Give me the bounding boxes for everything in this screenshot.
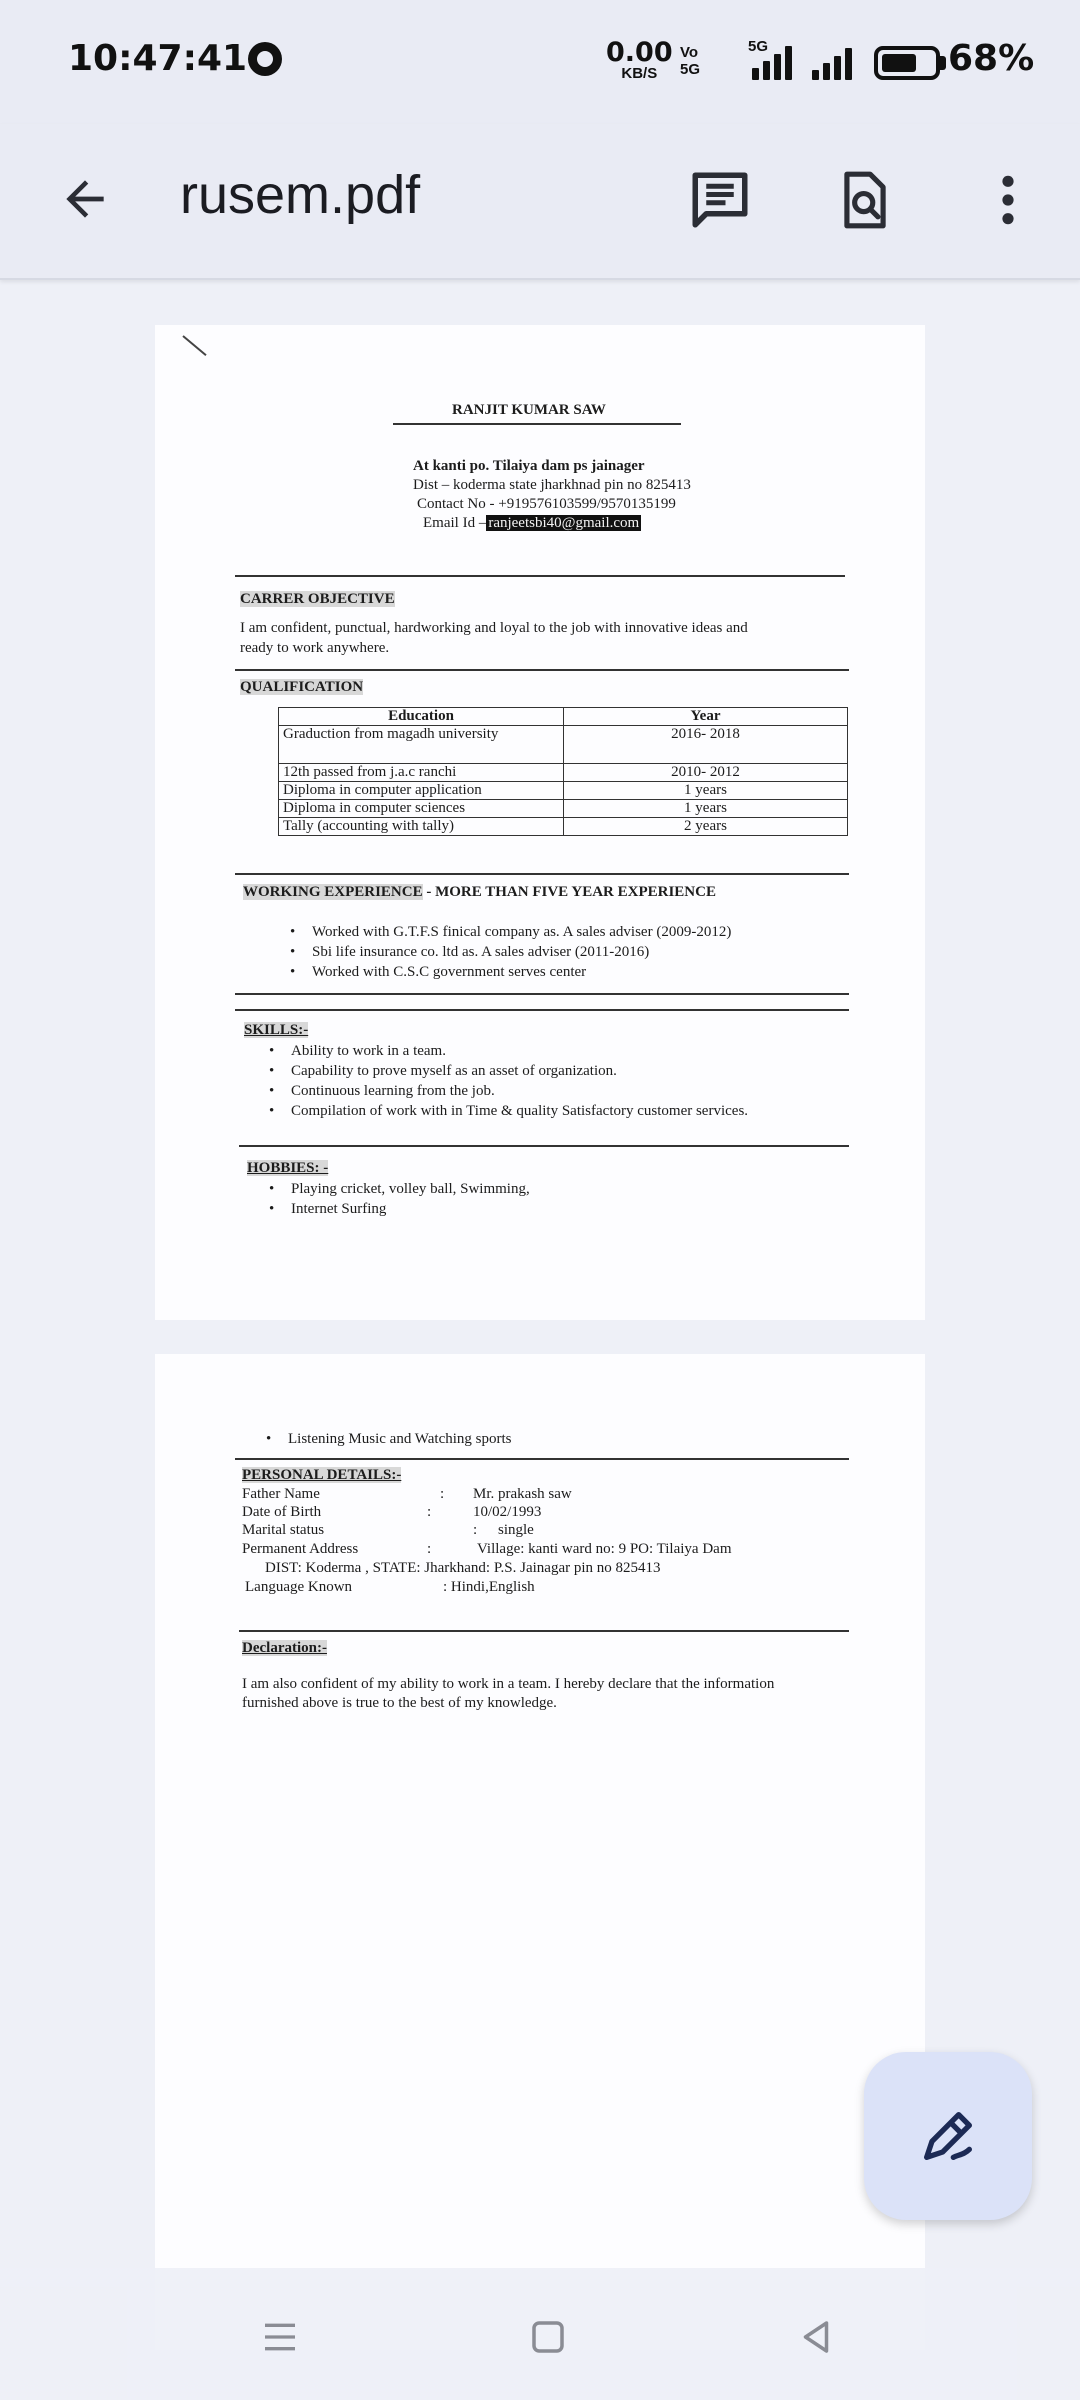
divider [235,873,849,875]
name-underline [393,423,681,425]
pdf-page-2[interactable] [155,1354,925,2350]
status-bar [0,0,1080,124]
network-speed-value: 0.00 [606,37,673,68]
table-row [279,764,848,782]
skills-heading: SKILLS:- [244,1022,309,1038]
resume-name: RANJIT KUMAR SAW [452,402,606,418]
table-cell: 2 years [564,818,848,836]
table-header-row [279,708,848,726]
personal-sep: : [440,1486,445,1502]
personal-label: Marital status [242,1522,325,1538]
volte-bottom-label: 5G [680,61,701,78]
list-item: • Continuous learning from the job. [291,1082,495,1100]
personal-label: Father Name [242,1486,320,1502]
divider [239,1145,849,1147]
app-bar [0,124,1080,280]
back-arrow-icon[interactable] [50,164,120,234]
list-item: • Ability to work in a team. [291,1042,446,1060]
address-continued: DIST: Koderma , STATE: Jharkhand: P.S. Jainagar pin no 825413 [265,1560,661,1576]
table-cell: Diploma in computer sciences [279,800,564,818]
personal-label: Permanent Address [242,1541,359,1557]
personal-heading: PERSONAL DETAILS:- [242,1467,402,1483]
objective-heading: CARRER OBJECTIVE [240,591,395,607]
table-cell: 2010- 2012 [564,764,848,782]
network-speed-unit: KB/S [621,65,658,82]
list-item: • Sbi life insurance co. ltd as. A sales adviser (2011-2016) [312,943,649,961]
qualification-heading: QUALIFICATION [240,679,364,695]
edit-fab-button[interactable] [864,2052,1032,2220]
table-row [279,726,848,764]
list-item: • Compilation of work with in Time & quality Satisfactory customer services. [291,1102,748,1120]
declaration-heading: Declaration:- [242,1640,327,1656]
declaration-line2: furnished above is true to the best of my knowledge. [242,1695,557,1711]
signal-strength-icon-sim2 [812,44,862,80]
table-cell: 12th passed from j.a.c ranchi [279,764,564,782]
system-nav-bar [0,2268,1080,2400]
personal-sep: : [427,1541,432,1557]
table-row [279,818,848,836]
volte-icon [680,44,700,78]
email-value: ranjeetsbi40@gmail.com [488,515,640,531]
stray-mark [182,335,206,356]
personal-label: Date of Birth [242,1504,322,1520]
hobbies-heading: HOBBIES: - [247,1160,329,1176]
declaration-line1: I am also confident of my ability to work in a team. I hereby declare that the information [242,1676,775,1692]
contact-number: Contact No - +919576103599/9570135199 [417,496,676,512]
divider [235,575,845,577]
table-cell: Graduction from magadh university [279,726,564,764]
file-title: rusem.pdf [180,165,421,225]
table-header-education: Education [279,708,564,726]
address-line1: At kanti po. Tilaiya dam ps jainager [413,458,645,474]
app-notification-icon [248,42,282,76]
battery-icon [874,46,940,80]
personal-value: Village: kanti ward no: 9 PO: Tilaiya Dam [477,1541,732,1557]
address-line2: Dist – koderma state jharkhnad pin no 825413 [413,477,691,493]
table-cell: Diploma in computer application [279,782,564,800]
comment-icon[interactable] [680,160,760,240]
table-header-year: Year [564,708,848,726]
battery-cap [940,56,946,70]
pdf-page-1[interactable] [155,325,925,1320]
list-item: • Listening Music and Watching sports [288,1430,512,1448]
network-type-label: 5G [748,38,769,55]
more-vert-icon[interactable] [968,160,1048,240]
list-item: • Playing cricket, volley ball, Swimming, [291,1180,530,1198]
recent-apps-icon[interactable] [250,2312,310,2362]
status-time: 10:47:41 [68,38,248,79]
personal-value: Mr. prakash saw [473,1486,572,1502]
objective-line2: ready to work anywhere. [240,640,390,656]
table-cell: 1 years [564,782,848,800]
divider [235,1009,849,1011]
objective-line1: I am confident, punctual, hardworking and loyal to the job with innovative ideas and [240,620,748,636]
divider [235,669,849,671]
personal-value: single [498,1522,534,1538]
list-item: • Worked with C.S.C government serves center [312,963,586,981]
divider [235,1458,849,1460]
edit-pen-icon [916,2104,980,2168]
table-row [279,782,848,800]
table-cell: 2016- 2018 [564,726,848,764]
divider [239,1630,849,1632]
experience-heading: WORKING EXPERIENCE - MORE THAN FIVE YEAR EXPERIENCE [243,884,716,900]
table-cell: Tally (accounting with tally) [279,818,564,836]
home-icon[interactable] [518,2312,578,2362]
personal-sep: : [473,1522,478,1538]
personal-value: 10/02/1993 [473,1504,542,1520]
back-icon[interactable] [786,2312,846,2362]
table-cell: 1 years [564,800,848,818]
list-item: • Capability to prove myself as an asset of organization. [291,1062,617,1080]
divider [235,993,849,995]
email-row [423,514,641,532]
volte-top-label: Vo [680,44,699,61]
language-value: : Hindi,English [443,1579,535,1595]
battery-percent: 68% [948,38,1035,79]
personal-sep: : [427,1504,432,1520]
signal-strength-icon-sim1 [752,44,802,80]
list-item: • Worked with G.T.F.S finical company as. A sales adviser (2009-2012) [312,923,731,941]
table-row [279,800,848,818]
email-label: Email Id – [423,515,487,531]
language-label: Language Known [245,1579,353,1595]
network-speed [606,37,673,82]
qualification-table [278,707,848,836]
list-item: • Internet Surfing [291,1200,386,1218]
search-document-icon[interactable] [825,160,905,240]
